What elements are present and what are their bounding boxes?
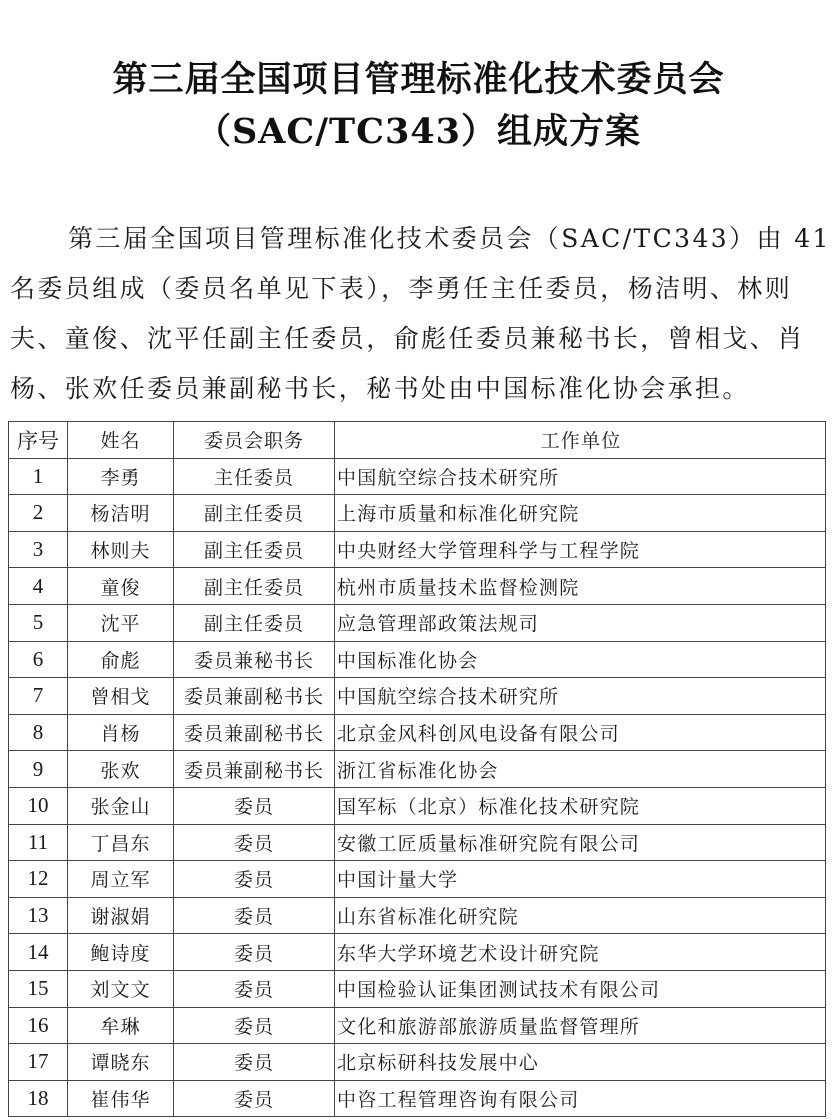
cell-organization: 国军标（北京）标准化技术研究院 bbox=[335, 787, 826, 824]
cell-index: 18 bbox=[9, 1080, 68, 1117]
cell-role: 委员 bbox=[174, 861, 335, 898]
cell-name: 李勇 bbox=[68, 458, 174, 495]
cell-organization: 杭州市质量技术监督检测院 bbox=[335, 568, 826, 605]
paragraph-line: 第三届全国项目管理标准化技术委员会（SAC/TC343）由 41 bbox=[68, 224, 831, 253]
cell-name: 丁昌东 bbox=[68, 824, 174, 861]
table-row bbox=[9, 568, 826, 605]
cell-name: 周立军 bbox=[68, 861, 174, 898]
cell-role: 委员兼副秘书长 bbox=[174, 751, 335, 788]
cell-organization: 中咨工程管理咨询有限公司 bbox=[335, 1080, 826, 1117]
cell-index: 7 bbox=[9, 678, 68, 715]
table-row bbox=[9, 604, 826, 641]
table-row bbox=[9, 641, 826, 678]
cell-organization: 中国检验认证集团测试技术有限公司 bbox=[335, 970, 826, 1007]
table-row bbox=[9, 824, 826, 861]
table-row bbox=[9, 934, 826, 971]
cell-name: 鲍诗度 bbox=[68, 934, 174, 971]
cell-role: 副主任委员 bbox=[174, 495, 335, 532]
cell-organization: 文化和旅游部旅游质量监督管理所 bbox=[335, 1007, 826, 1044]
cell-name: 林则夫 bbox=[68, 531, 174, 568]
cell-organization: 中国计量大学 bbox=[335, 861, 826, 898]
cell-organization: 东华大学环境艺术设计研究院 bbox=[335, 934, 826, 971]
intro-paragraph bbox=[10, 214, 830, 414]
table-row bbox=[9, 531, 826, 568]
header-organization: 工作单位 bbox=[335, 422, 826, 459]
cell-name: 俞彪 bbox=[68, 641, 174, 678]
cell-name: 刘文文 bbox=[68, 970, 174, 1007]
cell-role: 委员 bbox=[174, 1007, 335, 1044]
cell-index: 12 bbox=[9, 861, 68, 898]
table-row bbox=[9, 1007, 826, 1044]
table-row bbox=[9, 678, 826, 715]
table-header-row bbox=[9, 422, 826, 459]
cell-role: 主任委员 bbox=[174, 458, 335, 495]
table-row bbox=[9, 861, 826, 898]
cell-organization: 浙江省标准化协会 bbox=[335, 751, 826, 788]
cell-name: 肖杨 bbox=[68, 714, 174, 751]
header-index: 序号 bbox=[9, 422, 68, 459]
table-row bbox=[9, 787, 826, 824]
cell-index: 1 bbox=[9, 458, 68, 495]
cell-name: 谢淑娟 bbox=[68, 897, 174, 934]
document-title-line2: （SAC/TC343）组成方案 bbox=[195, 111, 642, 152]
cell-name: 杨洁明 bbox=[68, 495, 174, 532]
cell-organization: 山东省标准化研究院 bbox=[335, 897, 826, 934]
cell-index: 4 bbox=[9, 568, 68, 605]
cell-role: 委员 bbox=[174, 897, 335, 934]
cell-index: 9 bbox=[9, 751, 68, 788]
cell-organization: 中国标准化协会 bbox=[335, 641, 826, 678]
table-row bbox=[9, 1080, 826, 1117]
cell-role: 委员 bbox=[174, 970, 335, 1007]
cell-name: 谭晓东 bbox=[68, 1044, 174, 1081]
cell-index: 11 bbox=[9, 824, 68, 861]
cell-index: 10 bbox=[9, 787, 68, 824]
table-row bbox=[9, 970, 826, 1007]
cell-index: 14 bbox=[9, 934, 68, 971]
table-row bbox=[9, 751, 826, 788]
table-row bbox=[9, 897, 826, 934]
header-role: 委员会职务 bbox=[174, 422, 335, 459]
cell-name: 沈平 bbox=[68, 604, 174, 641]
cell-organization: 中国航空综合技术研究所 bbox=[335, 678, 826, 715]
cell-index: 16 bbox=[9, 1007, 68, 1044]
cell-organization: 安徽工匠质量标准研究院有限公司 bbox=[335, 824, 826, 861]
paragraph-line: 杨、张欢任委员兼副秘书长，秘书处由中国标准化协会承担。 bbox=[10, 374, 750, 403]
cell-role: 委员兼副秘书长 bbox=[174, 714, 335, 751]
cell-index: 17 bbox=[9, 1044, 68, 1081]
cell-role: 委员兼秘书长 bbox=[174, 641, 335, 678]
cell-role: 委员 bbox=[174, 1044, 335, 1081]
header-name: 姓名 bbox=[68, 422, 174, 459]
cell-name: 牟琳 bbox=[68, 1007, 174, 1044]
cell-organization: 北京金风科创风电设备有限公司 bbox=[335, 714, 826, 751]
cell-name: 张金山 bbox=[68, 787, 174, 824]
cell-index: 5 bbox=[9, 604, 68, 641]
cell-organization: 中央财经大学管理科学与工程学院 bbox=[335, 531, 826, 568]
cell-role: 委员 bbox=[174, 1080, 335, 1117]
cell-name: 曾相戈 bbox=[68, 678, 174, 715]
cell-role: 委员兼副秘书长 bbox=[174, 678, 335, 715]
cell-index: 13 bbox=[9, 897, 68, 934]
cell-role: 副主任委员 bbox=[174, 531, 335, 568]
cell-organization: 北京标研科技发展中心 bbox=[335, 1044, 826, 1081]
cell-role: 委员 bbox=[174, 824, 335, 861]
cell-role: 委员 bbox=[174, 787, 335, 824]
paragraph-line: 名委员组成（委员名单见下表），李勇任主任委员，杨洁明、林则 bbox=[10, 274, 793, 303]
cell-organization: 上海市质量和标准化研究院 bbox=[335, 495, 826, 532]
cell-role: 副主任委员 bbox=[174, 604, 335, 641]
table-row bbox=[9, 495, 826, 532]
cell-index: 6 bbox=[9, 641, 68, 678]
cell-organization: 中国航空综合技术研究所 bbox=[335, 458, 826, 495]
document-title-line1: 第三届全国项目管理标准化技术委员会 bbox=[112, 59, 725, 100]
table-row bbox=[9, 458, 826, 495]
table-row bbox=[9, 714, 826, 751]
cell-index: 3 bbox=[9, 531, 68, 568]
cell-name: 崔伟华 bbox=[68, 1080, 174, 1117]
cell-role: 副主任委员 bbox=[174, 568, 335, 605]
cell-role: 委员 bbox=[174, 934, 335, 971]
paragraph-line: 夫、童俊、沈平任副主任委员，俞彪任委员兼秘书长，曾相戈、肖 bbox=[10, 324, 805, 353]
cell-index: 2 bbox=[9, 495, 68, 532]
table-row bbox=[9, 1044, 826, 1081]
member-table bbox=[8, 421, 826, 1117]
cell-organization: 应急管理部政策法规司 bbox=[335, 604, 826, 641]
cell-name: 张欢 bbox=[68, 751, 174, 788]
cell-index: 8 bbox=[9, 714, 68, 751]
cell-index: 15 bbox=[9, 970, 68, 1007]
cell-name: 童俊 bbox=[68, 568, 174, 605]
